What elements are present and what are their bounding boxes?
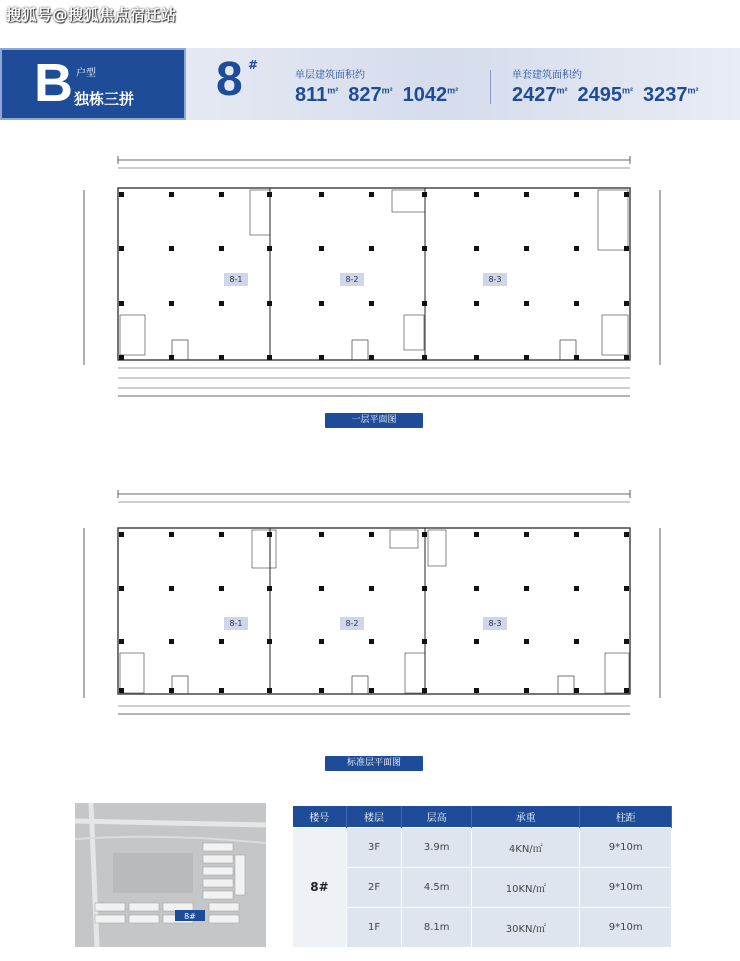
ground-floor-plan <box>0 150 740 410</box>
table-row <box>293 827 672 867</box>
spacing-cell: 9*10m <box>580 907 672 947</box>
height-cell: 8.1m <box>402 907 472 947</box>
unit-label: 8-1 <box>229 619 243 628</box>
header-load: 承重 <box>472 806 580 827</box>
header-spacing: 柱距 <box>580 806 672 827</box>
unit-type-letter: B <box>34 53 73 113</box>
unit-type-caption: 户型 <box>76 68 96 79</box>
standard-floor-plan-label: 标准层平面图 <box>325 756 423 771</box>
floor-cell: 2F <box>346 867 401 907</box>
standard-floor-plan <box>0 488 740 750</box>
spec-table <box>292 806 672 948</box>
floor-cell: 3F <box>346 827 401 867</box>
height-cell: 4.5m <box>402 867 472 907</box>
area-value: $2495^{m^2}$ <box>577 84 633 106</box>
single-floor-area-values <box>295 84 468 107</box>
unit-area-values <box>512 84 709 107</box>
unit-label: 8-1 <box>229 275 243 284</box>
header-height: 层高 <box>402 806 472 827</box>
height-cell: 3.9m <box>402 827 472 867</box>
header-floor: 楼层 <box>346 806 401 827</box>
header-building: 楼号 <box>293 806 347 827</box>
unit-label: 8-2 <box>345 275 359 284</box>
unit-type-name: 独栋三拼 <box>74 90 135 108</box>
unit-label: 8-3 <box>488 619 502 628</box>
watermark: 搜狐号@搜狐焦点宿迁站 <box>6 6 177 24</box>
unit-label: 8-2 <box>345 619 359 628</box>
floor-cell: 1F <box>346 907 401 947</box>
load-cell: 4KN/㎡ <box>472 827 580 867</box>
site-map-drawing <box>75 803 266 947</box>
area-value: $3237^{m^2}$ <box>643 84 699 106</box>
table-row <box>293 867 672 907</box>
area-value: $2427^{m^2}$ <box>512 84 568 106</box>
spacing-cell: 9*10m <box>580 827 672 867</box>
load-cell: 10KN/㎡ <box>472 867 580 907</box>
building-number-suffix: # <box>248 58 259 72</box>
building-cell: 8# <box>293 827 347 947</box>
area-value: $1042^{m^2}$ <box>402 84 459 106</box>
area-value: $811^{m^2}$ <box>295 84 339 106</box>
site-map <box>75 803 266 947</box>
site-map-marker-label: 8# <box>184 912 196 921</box>
table-row <box>293 907 672 947</box>
spacing-cell: 9*10m <box>580 867 672 907</box>
ground-floor-plan-label: 一层平面图 <box>325 413 423 428</box>
single-floor-area-label: 单层建筑面积约 <box>295 70 365 81</box>
unit-label: 8-3 <box>488 275 502 284</box>
building-number: 8 <box>216 53 243 106</box>
area-value: $827^{m^2}$ <box>348 84 393 106</box>
banner-divider <box>490 70 491 104</box>
unit-type-box <box>0 48 186 120</box>
unit-area-label: 单套建筑面积约 <box>512 70 582 81</box>
load-cell: 30KN/㎡ <box>472 907 580 947</box>
